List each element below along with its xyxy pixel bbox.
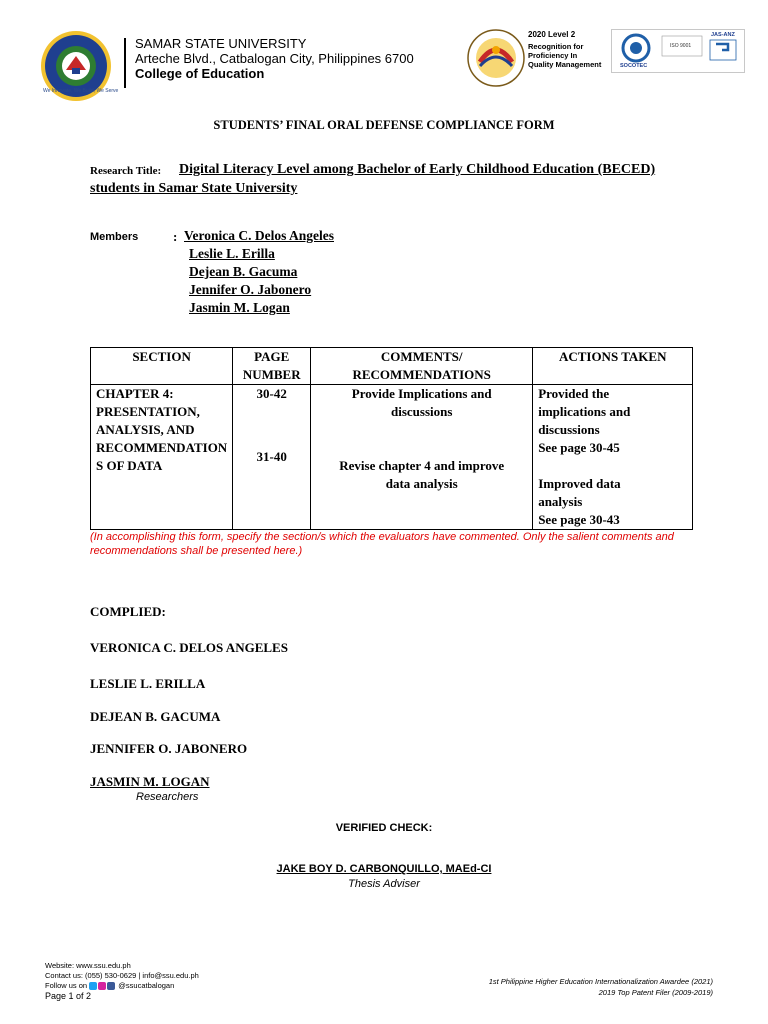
table-row bbox=[91, 385, 693, 530]
complied-name: VERONICA C. DELOS ANGELES bbox=[90, 640, 288, 655]
university-address: Arteche Blvd., Catbalogan City, Philippines 6700 bbox=[135, 51, 414, 66]
page-number: Page 1 of 2 bbox=[45, 991, 92, 1001]
certification-logos bbox=[611, 29, 745, 73]
page-range: 30-42 bbox=[256, 386, 287, 401]
member-name: Jasmin M. Logan bbox=[189, 300, 290, 315]
pqa-year: 2020 Level 2 bbox=[528, 30, 576, 39]
adviser-role: Thesis Adviser bbox=[348, 878, 420, 890]
header-actions-taken: ACTIONS TAKEN bbox=[533, 348, 693, 385]
complied-name: JASMIN M. LOGAN bbox=[90, 774, 210, 789]
university-name: SAMAR STATE UNIVERSITY bbox=[135, 36, 307, 51]
header-comments: COMMENTS/ RECOMMENDATIONS bbox=[311, 348, 533, 385]
research-title-label: Research Title: bbox=[90, 165, 162, 177]
members-colon: : bbox=[173, 229, 178, 244]
header-section: SECTION bbox=[91, 348, 233, 385]
award-line2: 2019 Top Patent Filer (2009-2019) bbox=[598, 988, 713, 997]
instagram-icon bbox=[98, 982, 106, 990]
compliance-table bbox=[90, 347, 693, 530]
complied-name: DEJEAN B. GACUMA bbox=[90, 709, 221, 724]
complied-name: LESLIE L. ERILLA bbox=[90, 676, 206, 691]
page-range: 31-40 bbox=[256, 449, 287, 464]
verified-check-label: VERIFIED CHECK: bbox=[335, 822, 433, 834]
instruction-note: (In accomplishing this form, specify the section/s which the evaluators have commented. Only the salient comments and recommendations shall be presented here.) bbox=[90, 531, 674, 557]
header-divider bbox=[124, 38, 126, 88]
header-page-number: PAGE NUMBER bbox=[233, 348, 311, 385]
member-name: Leslie L. Erilla bbox=[189, 246, 275, 261]
complied-name: JENNIFER O. JABONERO bbox=[90, 741, 248, 756]
college-name: College of Education bbox=[135, 66, 265, 81]
twitter-icon bbox=[89, 982, 97, 990]
facebook-icon bbox=[107, 982, 115, 990]
iso-label: ISO 9001 bbox=[670, 43, 692, 49]
member-name: Jennifer O. Jabonero bbox=[189, 282, 312, 297]
pqa-line2: Proficiency In bbox=[528, 51, 578, 60]
socotec-label: SOCOTEC bbox=[620, 63, 648, 69]
pqa-line1: Recognition for bbox=[528, 42, 584, 51]
pqa-line3: Quality Management bbox=[528, 60, 602, 69]
research-title-line1: Digital Literacy Level among Bachelor of Early Childhood Education (BECED) bbox=[179, 162, 656, 177]
researchers-role: Researchers bbox=[136, 791, 199, 803]
member-name: Veronica C. Delos Angeles bbox=[184, 228, 334, 243]
research-title-line2: students in Samar State University bbox=[90, 181, 298, 196]
footer-website: Website: www.ssu.edu.ph bbox=[45, 961, 131, 970]
member-name: Dejean B. Gacuma bbox=[189, 264, 298, 279]
seal-tagline: We Innovate, We Build, We Serve bbox=[43, 88, 119, 94]
footer-contact: Contact us: (055) 530-0629 | info@ssu.edu.ph bbox=[45, 971, 199, 980]
adviser-name: JAKE BOY D. CARBONQUILLO, MAEd-CI bbox=[276, 863, 492, 875]
cell-actions: Provided the implications and discussions See page 30-45 Improved data analysis See page 30-43 bbox=[533, 385, 693, 530]
table-header-row bbox=[91, 348, 693, 385]
award-line1: 1st Philippine Higher Education Internationalization Awardee (2021) bbox=[488, 977, 713, 986]
pqa-award-icon bbox=[466, 28, 526, 88]
cell-comments: Provide Implications and discussions Revise chapter 4 and improve data analysis bbox=[311, 385, 533, 530]
complied-label: COMPLIED: bbox=[90, 604, 166, 619]
jasanz-label: JAS-ANZ bbox=[711, 32, 735, 38]
cell-section: CHAPTER 4: PRESENTATION, ANALYSIS, AND RECOMMENDATION S OF DATA bbox=[91, 385, 233, 530]
members-label: Members bbox=[90, 231, 139, 243]
cell-page-numbers bbox=[233, 385, 311, 530]
footer-follow: Follow us on @ssucatbalogan bbox=[45, 981, 175, 990]
form-title: STUDENTS’ FINAL ORAL DEFENSE COMPLIANCE FORM bbox=[213, 118, 555, 132]
